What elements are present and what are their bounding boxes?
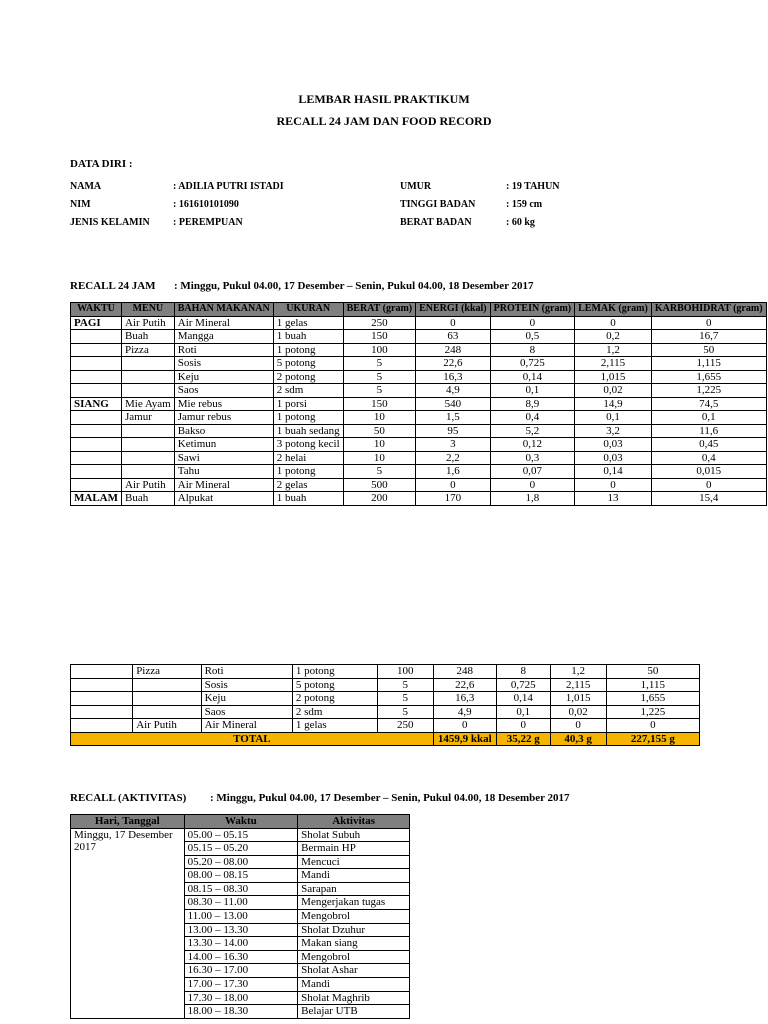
time-cell: 08.15 – 08.30 — [184, 882, 298, 896]
activity-cell: Mandi — [298, 869, 410, 883]
table-cell — [71, 370, 122, 384]
table-cell: 1,8 — [490, 492, 575, 506]
food-recall-table — [70, 302, 767, 506]
table-cell: 2,115 — [550, 678, 606, 692]
time-cell: 13.30 – 14.00 — [184, 937, 298, 951]
table-cell: 1 gelas — [273, 316, 343, 330]
table-row — [71, 343, 767, 357]
table-row — [71, 665, 700, 679]
table-cell — [71, 465, 122, 479]
table-cell: 0,14 — [496, 692, 550, 706]
day-cell: Minggu, 17 Desember 2017 — [71, 828, 185, 1018]
table-cell: 5 potong — [273, 357, 343, 371]
table-cell: Mangga — [174, 330, 273, 344]
total-karbohidrat: 227,155 g — [606, 732, 699, 746]
table-cell: 1,655 — [606, 692, 699, 706]
tinggi-badan-label: TINGGI BADAN — [400, 199, 476, 210]
table-cell: 5 potong — [292, 678, 377, 692]
table-cell: Saos — [201, 705, 292, 719]
total-protein: 35,22 g — [496, 732, 550, 746]
table-cell: Alpukat — [174, 492, 273, 506]
table-cell: 1,015 — [550, 692, 606, 706]
table-cell — [122, 438, 175, 452]
table-cell: 150 — [343, 397, 415, 411]
aktivitas-heading: RECALL (AKTIVITAS) — [70, 792, 187, 804]
column-header: MENU — [122, 303, 175, 317]
table-cell: 95 — [416, 424, 491, 438]
table-cell: 0,1 — [496, 705, 550, 719]
table-cell: 8 — [490, 343, 575, 357]
activity-cell: Makan siang — [298, 937, 410, 951]
total-lemak: 40,3 g — [550, 732, 606, 746]
column-header: Aktivitas — [298, 815, 410, 829]
activity-cell: Mandi — [298, 978, 410, 992]
table-cell: Keju — [201, 692, 292, 706]
jenis-kelamin-label: JENIS KELAMIN — [70, 217, 150, 228]
column-header: WAKTU — [71, 303, 122, 317]
umur-label: UMUR — [400, 181, 432, 192]
table-cell: 16,3 — [433, 692, 496, 706]
column-header: PROTEIN (gram) — [490, 303, 575, 317]
table-cell — [122, 357, 175, 371]
table-cell: 1 potong — [273, 411, 343, 425]
time-cell: 13.00 – 13.30 — [184, 923, 298, 937]
table-cell: 16,7 — [651, 330, 766, 344]
table-cell: 170 — [416, 492, 491, 506]
table-cell: 1 potong — [273, 343, 343, 357]
document-subtitle: RECALL 24 JAM DAN FOOD RECORD — [276, 114, 492, 128]
table-row — [71, 828, 410, 842]
table-cell: Buah — [122, 330, 175, 344]
table-row — [71, 465, 767, 479]
time-cell: 16.30 – 17.00 — [184, 964, 298, 978]
time-cell: 05.15 – 05.20 — [184, 842, 298, 856]
time-cell: 08.30 – 11.00 — [184, 896, 298, 910]
table-cell: 100 — [343, 343, 415, 357]
table-cell: 1,2 — [550, 665, 606, 679]
column-header: KARBOHIDRAT (gram) — [651, 303, 766, 317]
table-cell — [71, 424, 122, 438]
table-cell: 3,2 — [575, 424, 652, 438]
table-cell: 1,115 — [606, 678, 699, 692]
table-cell: 0,03 — [575, 451, 652, 465]
table-cell — [71, 705, 133, 719]
table-cell: 540 — [416, 397, 491, 411]
table-cell — [71, 692, 133, 706]
table-cell: 0 — [651, 478, 766, 492]
table-cell: 0 — [606, 719, 699, 733]
table-cell: Bakso — [174, 424, 273, 438]
table-cell: 0 — [490, 478, 575, 492]
table-cell — [71, 438, 122, 452]
table-cell: 15,4 — [651, 492, 766, 506]
column-header: Waktu — [184, 815, 298, 829]
table-cell: Ketimun — [174, 438, 273, 452]
recall-heading: RECALL 24 JAM — [70, 280, 156, 292]
table-cell — [122, 451, 175, 465]
table-cell: 5,2 — [490, 424, 575, 438]
table-row — [71, 678, 700, 692]
table-cell — [71, 343, 122, 357]
nama-value: : ADILIA PUTRI ISTADI — [173, 181, 284, 192]
table-cell: Air Putih — [133, 719, 201, 733]
table-cell: 250 — [343, 316, 415, 330]
table-cell: 200 — [343, 492, 415, 506]
table-row — [71, 330, 767, 344]
table-cell: 1 buah — [273, 330, 343, 344]
activity-cell: Sarapan — [298, 882, 410, 896]
table-cell: 1,655 — [651, 370, 766, 384]
table-cell: 0,45 — [651, 438, 766, 452]
umur-value: : 19 TAHUN — [506, 181, 560, 192]
table-cell: 2 helai — [273, 451, 343, 465]
table-cell: 5 — [343, 357, 415, 371]
table-cell: 22,6 — [433, 678, 496, 692]
activity-cell: Belajar UTB — [298, 1005, 410, 1019]
nim-value: : 161610101090 — [173, 199, 239, 210]
table-row — [71, 411, 767, 425]
table-cell: 2 gelas — [273, 478, 343, 492]
table-cell: 3 potong kecil — [273, 438, 343, 452]
table-cell — [71, 384, 122, 398]
table-cell: Buah — [122, 492, 175, 506]
table-cell: 0 — [575, 478, 652, 492]
table-cell: 2 sdm — [292, 705, 377, 719]
table-row — [71, 397, 767, 411]
table-cell: Pizza — [122, 343, 175, 357]
time-cell: 17.30 – 18.00 — [184, 991, 298, 1005]
activity-cell: Mengerjakan tugas — [298, 896, 410, 910]
table-cell: 1,015 — [575, 370, 652, 384]
table-cell: 1,6 — [416, 465, 491, 479]
table-cell: 0,4 — [651, 451, 766, 465]
table-cell — [71, 357, 122, 371]
aktivitas-period: : Minggu, Pukul 04.00, 17 Desember – Senin, Pukul 04.00, 18 Desember 2017 — [210, 792, 570, 804]
table-cell: 2 potong — [292, 692, 377, 706]
table-cell: 0 — [433, 719, 496, 733]
table-cell: 1 potong — [292, 665, 377, 679]
table-cell: Pizza — [133, 665, 201, 679]
table-cell: Mie rebus — [174, 397, 273, 411]
table-row — [71, 692, 700, 706]
table-cell: 22,6 — [416, 357, 491, 371]
activity-cell: Sholat Ashar — [298, 964, 410, 978]
table-cell: 8,9 — [490, 397, 575, 411]
table-cell — [122, 370, 175, 384]
table-row — [71, 438, 767, 452]
table-cell: 0 — [550, 719, 606, 733]
table-cell — [71, 678, 133, 692]
table-cell: 13 — [575, 492, 652, 506]
activity-cell: Sholat Maghrib — [298, 991, 410, 1005]
table-cell: Saos — [174, 384, 273, 398]
total-energi: 1459,9 kkal — [433, 732, 496, 746]
table-cell: 248 — [416, 343, 491, 357]
table-cell: 500 — [343, 478, 415, 492]
table-cell — [122, 465, 175, 479]
table-cell: 1,2 — [575, 343, 652, 357]
table-cell: 0,07 — [490, 465, 575, 479]
table-cell: 74,5 — [651, 397, 766, 411]
table-row — [71, 424, 767, 438]
nama-label: NAMA — [70, 181, 102, 192]
table-row — [71, 357, 767, 371]
table-cell — [122, 384, 175, 398]
table-cell: 0,02 — [575, 384, 652, 398]
table-cell: 50 — [606, 665, 699, 679]
table-cell: Sosis — [201, 678, 292, 692]
recall-period: : Minggu, Pukul 04.00, 17 Desember – Senin, Pukul 04.00, 18 Desember 2017 — [174, 280, 534, 292]
table-cell: Roti — [174, 343, 273, 357]
table-cell: 10 — [343, 451, 415, 465]
table-cell: 8 — [496, 665, 550, 679]
table-cell: Keju — [174, 370, 273, 384]
table-cell: 1,225 — [651, 384, 766, 398]
table-row — [71, 478, 767, 492]
table-cell: 0,2 — [575, 330, 652, 344]
table-row — [71, 705, 700, 719]
table-cell: 248 — [433, 665, 496, 679]
table-cell — [71, 665, 133, 679]
table-cell: 0,1 — [490, 384, 575, 398]
table-cell: 0 — [416, 316, 491, 330]
table-cell — [122, 424, 175, 438]
table-cell: 5 — [377, 705, 433, 719]
table-cell: 1 buah sedang — [273, 424, 343, 438]
table-cell: Air Mineral — [174, 316, 273, 330]
table-cell: 0,4 — [490, 411, 575, 425]
activity-cell: Mencuci — [298, 855, 410, 869]
table-cell: SIANG — [71, 397, 122, 411]
table-cell: Roti — [201, 665, 292, 679]
table-cell: 5 — [343, 465, 415, 479]
jenis-kelamin-value: : PEREMPUAN — [173, 217, 243, 228]
activity-table — [70, 814, 410, 1019]
table-row — [71, 492, 767, 506]
time-cell: 05.20 – 08.00 — [184, 855, 298, 869]
table-cell: 0,1 — [575, 411, 652, 425]
table-cell: 1,225 — [606, 705, 699, 719]
table-row — [71, 719, 700, 733]
table-cell: 2 sdm — [273, 384, 343, 398]
table-cell: 16,3 — [416, 370, 491, 384]
nim-label: NIM — [70, 199, 91, 210]
table-cell: 1 gelas — [292, 719, 377, 733]
food-recall-table-continued — [70, 664, 700, 746]
table-cell: MALAM — [71, 492, 122, 506]
column-header: Hari, Tanggal — [71, 815, 185, 829]
table-cell: 50 — [651, 343, 766, 357]
table-cell: Jamur rebus — [174, 411, 273, 425]
table-cell — [71, 411, 122, 425]
table-cell: 0,12 — [490, 438, 575, 452]
table-cell: 150 — [343, 330, 415, 344]
table-cell: 0 — [651, 316, 766, 330]
table-cell: Sosis — [174, 357, 273, 371]
column-header: UKURAN — [273, 303, 343, 317]
table-row — [71, 370, 767, 384]
table-cell: 0,5 — [490, 330, 575, 344]
activity-cell: Sholat Dzuhur — [298, 923, 410, 937]
time-cell: 14.00 – 16.30 — [184, 950, 298, 964]
column-header: ENERGI (kkal) — [416, 303, 491, 317]
table-cell — [71, 478, 122, 492]
data-diri-heading: DATA DIRI : — [70, 158, 133, 170]
table-cell: 5 — [377, 692, 433, 706]
table-cell: Air Mineral — [201, 719, 292, 733]
table-cell: 14,9 — [575, 397, 652, 411]
table-cell: 100 — [377, 665, 433, 679]
table-cell: 0 — [416, 478, 491, 492]
table-cell: 63 — [416, 330, 491, 344]
activity-cell: Mengobrol — [298, 910, 410, 924]
table-cell: 0,02 — [550, 705, 606, 719]
table-cell: Air Mineral — [174, 478, 273, 492]
berat-badan-label: BERAT BADAN — [400, 217, 472, 228]
table-cell: Sawi — [174, 451, 273, 465]
time-cell: 05.00 – 05.15 — [184, 828, 298, 842]
table-cell: Jamur — [122, 411, 175, 425]
table-cell: 2 potong — [273, 370, 343, 384]
table-cell — [71, 451, 122, 465]
column-header: BERAT (gram) — [343, 303, 415, 317]
table-cell: 10 — [343, 438, 415, 452]
total-label: TOTAL — [71, 732, 434, 746]
berat-badan-value: : 60 kg — [506, 217, 535, 228]
time-cell: 08.00 – 08.15 — [184, 869, 298, 883]
table-cell: 0 — [575, 316, 652, 330]
table-cell — [71, 330, 122, 344]
table-cell: 2,2 — [416, 451, 491, 465]
total-row — [71, 732, 700, 746]
table-cell: 5 — [377, 678, 433, 692]
table-cell: 250 — [377, 719, 433, 733]
table-cell: 4,9 — [416, 384, 491, 398]
time-cell: 11.00 – 13.00 — [184, 910, 298, 924]
table-cell: Tahu — [174, 465, 273, 479]
table-cell: 5 — [343, 384, 415, 398]
table-cell: Mie Ayam — [122, 397, 175, 411]
table-cell: 0 — [496, 719, 550, 733]
table-cell: 11,6 — [651, 424, 766, 438]
table-row — [71, 316, 767, 330]
table-cell: 0 — [490, 316, 575, 330]
table-cell: 0,1 — [651, 411, 766, 425]
table-cell: 0,14 — [575, 465, 652, 479]
table-cell — [133, 678, 201, 692]
table-cell: 5 — [343, 370, 415, 384]
activity-cell: Sholat Subuh — [298, 828, 410, 842]
table-cell: 1 porsi — [273, 397, 343, 411]
table-cell — [133, 692, 201, 706]
table-cell: PAGI — [71, 316, 122, 330]
table-cell: 0,725 — [490, 357, 575, 371]
table-cell: 0,015 — [651, 465, 766, 479]
table-cell: 2,115 — [575, 357, 652, 371]
table-cell — [71, 719, 133, 733]
tinggi-badan-value: : 159 cm — [506, 199, 543, 210]
table-cell: 1,115 — [651, 357, 766, 371]
column-header: LEMAK (gram) — [575, 303, 652, 317]
table-cell: 3 — [416, 438, 491, 452]
table-cell — [133, 705, 201, 719]
table-cell: 0,14 — [490, 370, 575, 384]
column-header: BAHAN MAKANAN — [174, 303, 273, 317]
table-cell: 10 — [343, 411, 415, 425]
document-title: LEMBAR HASIL PRAKTIKUM — [298, 92, 470, 106]
table-cell: Air Putih — [122, 316, 175, 330]
table-cell: 4,9 — [433, 705, 496, 719]
table-cell: Air Putih — [122, 478, 175, 492]
table-row — [71, 384, 767, 398]
table-row — [71, 451, 767, 465]
activity-cell: Bermain HP — [298, 842, 410, 856]
table-cell: 50 — [343, 424, 415, 438]
table-cell: 1 buah — [273, 492, 343, 506]
activity-cell: Mengobrol — [298, 950, 410, 964]
time-cell: 17.00 – 17.30 — [184, 978, 298, 992]
table-cell: 1,5 — [416, 411, 491, 425]
table-cell: 1 potong — [273, 465, 343, 479]
table-cell: 0,725 — [496, 678, 550, 692]
table-cell: 0,03 — [575, 438, 652, 452]
table-cell: 0,3 — [490, 451, 575, 465]
time-cell: 18.00 – 18.30 — [184, 1005, 298, 1019]
